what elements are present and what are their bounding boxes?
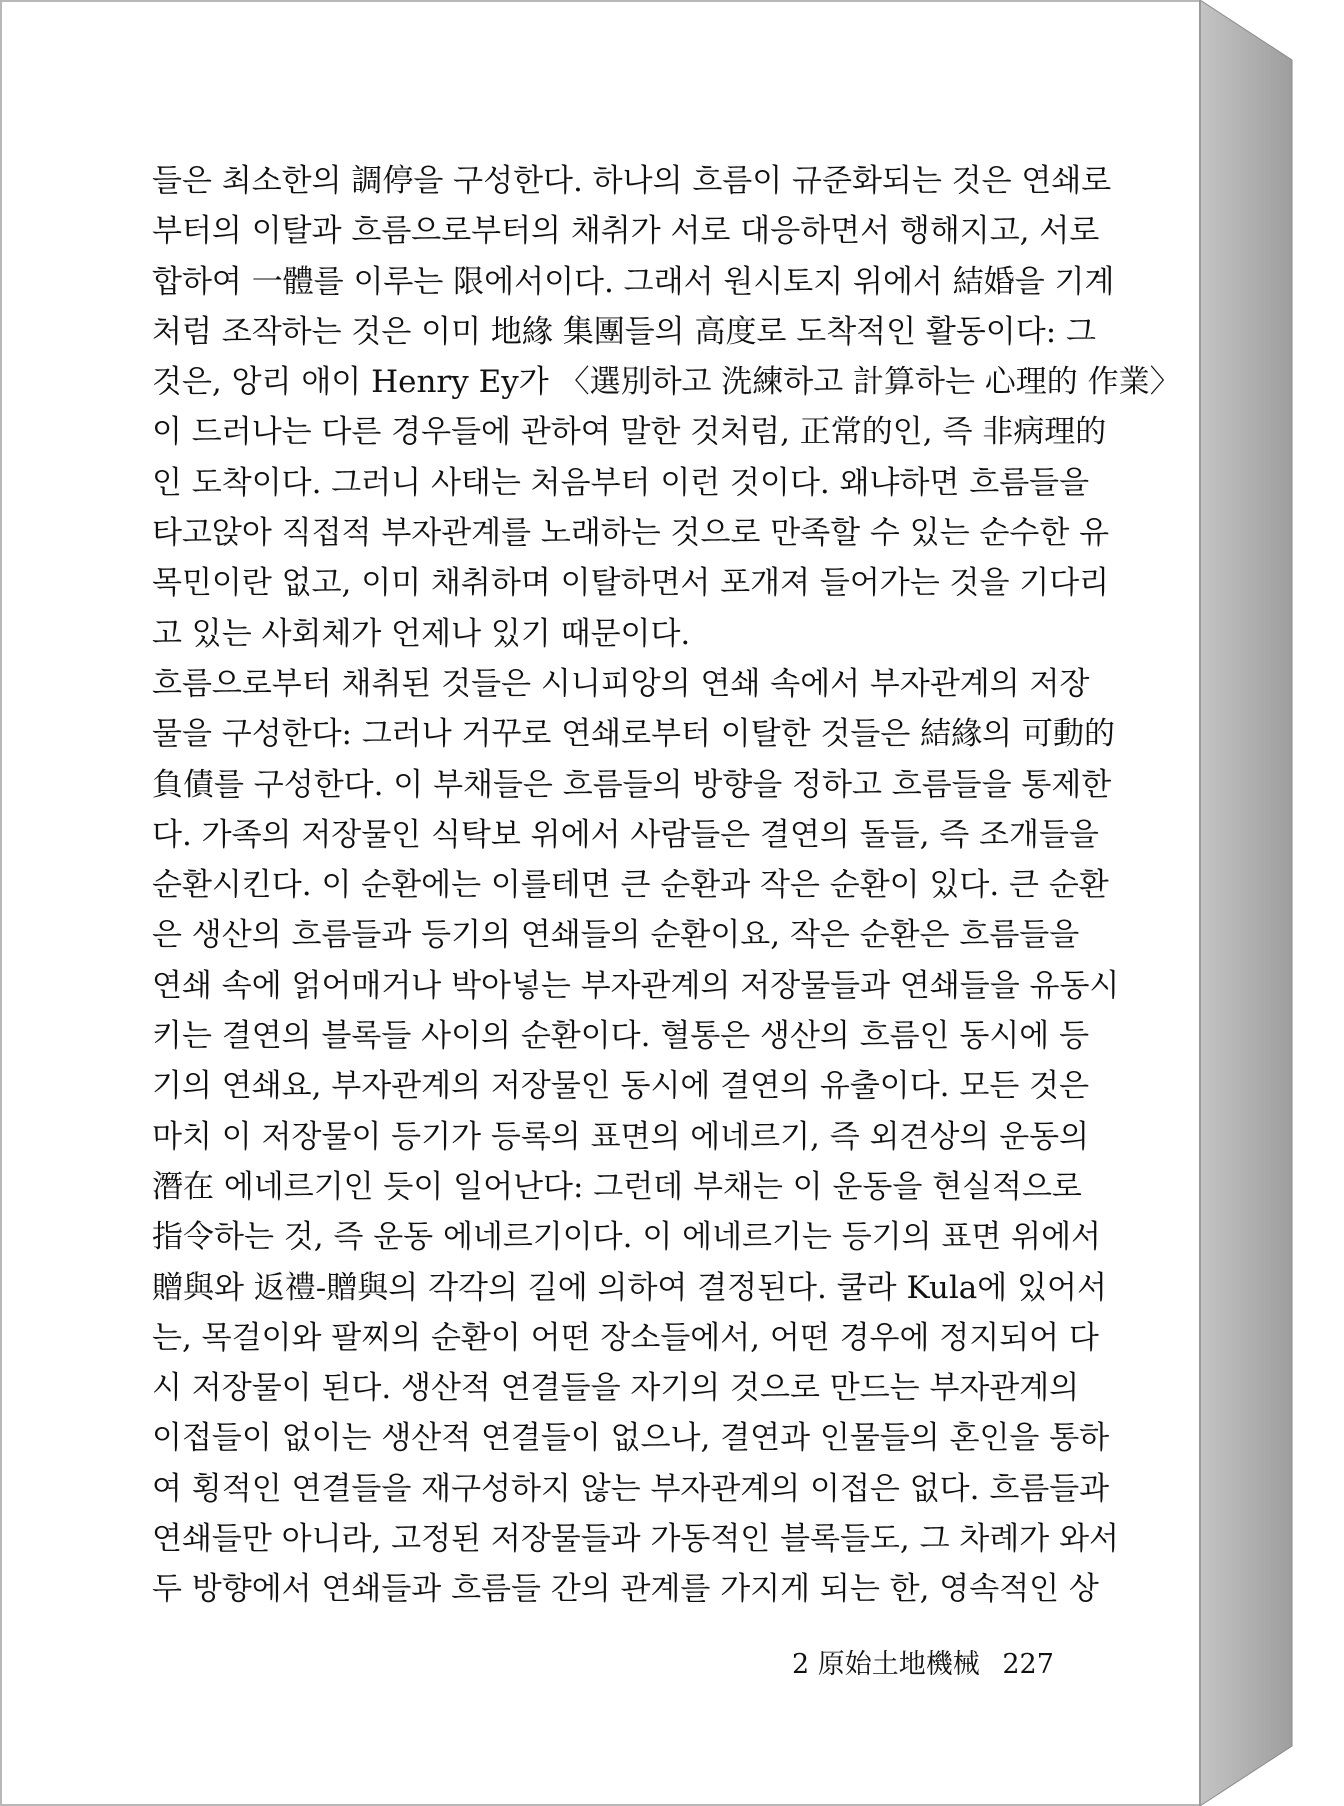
text-line: 指令하는 것, 즉 운동 에네르기이다. 이 에네르기는 등기의 표면 위에서 bbox=[152, 1219, 1101, 1256]
text-line: 는, 목걸이와 팔찌의 순환이 어떤 장소들에서, 어떤 경우에 정지되어 다 bbox=[152, 1319, 1099, 1356]
text-line: 합하여 一體를 이루는 限에서이다. 그래서 원시토지 위에서 結婚을 기계 bbox=[152, 263, 1115, 300]
page-footer bbox=[792, 1642, 1068, 1681]
text-line: 처럼 조작하는 것은 이미 地緣 集團들의 高度로 도착적인 활동이다: 그 bbox=[152, 313, 1096, 350]
text-line: 贈與와 返禮-贈與의 각각의 길에 의하여 결정된다. 쿨라 Kula에 있어서 bbox=[152, 1269, 1107, 1306]
text-line: 것은, 앙리 애이 Henry Ey가 〈選別하고 洗練하고 計算하는 心理的 作業〉 bbox=[152, 364, 1181, 401]
text-line: 마치 이 저장물이 등기가 등록의 표면의 에네르기, 즉 외견상의 운동의 bbox=[152, 1118, 1090, 1155]
text-line: 인 도착이다. 그러니 사태는 처음부터 이런 것이다. 왜냐하면 흐름들을 bbox=[152, 464, 1090, 501]
text-line: 두 방향에서 연쇄들과 흐름들 간의 관계를 가지게 되는 한, 영속적인 상 bbox=[152, 1571, 1099, 1608]
text-line: 목민이란 없고, 이미 채취하며 이탈하면서 포개져 들어가는 것을 기다리 bbox=[152, 565, 1110, 602]
text-line: 들은 최소한의 調停을 구성한다. 하나의 흐름이 규준화되는 것은 연쇄로 bbox=[152, 163, 1112, 199]
running-chapter-title: 2 原始土地機械 bbox=[792, 1649, 980, 1680]
text-line: 이 드러나는 다른 경우들에 관하여 말한 것처럼, 正常的인, 즉 非病理的 bbox=[152, 414, 1107, 451]
text-line: 순환시킨다. 이 순환에는 이를테면 큰 순환과 작은 순환이 있다. 큰 순환 bbox=[152, 867, 1109, 904]
text-line: 시 저장물이 된다. 생산적 연결들을 자기의 것으로 만드는 부자관계의 bbox=[152, 1370, 1080, 1407]
page-number: 227 bbox=[1002, 1649, 1054, 1680]
text-line: 潛在 에네르기인 듯이 일어난다: 그런데 부채는 이 운동을 현실적으로 bbox=[152, 1168, 1082, 1205]
text-line: 은 생산의 흐름들과 등기의 연쇄들의 순환이요, 작은 순환은 흐름들을 bbox=[152, 917, 1080, 954]
text-line: 연쇄 속에 얽어매거나 박아넣는 부자관계의 저장물들과 연쇄들을 유동시 bbox=[152, 967, 1120, 1004]
text-line: 타고앉아 직접적 부자관계를 노래하는 것으로 만족할 수 있는 순수한 유 bbox=[152, 515, 1110, 552]
text-line: 부터의 이탈과 흐름으로부터의 채취가 서로 대응하면서 행해지고, 서로 bbox=[152, 213, 1100, 250]
text-line: 고 있는 사회체가 언제나 있기 때문이다. bbox=[152, 615, 691, 652]
book-edge-shading bbox=[1200, 0, 1292, 1806]
text-line: 흐름으로부터 채취된 것들은 시니피앙의 연쇄 속에서 부자관계의 저장 bbox=[152, 665, 1090, 702]
text-line: 물을 구성한다: 그러나 거꾸로 연쇄로부터 이탈한 것들은 結緣의 可動的 bbox=[152, 716, 1115, 753]
text-line: 負債를 구성한다. 이 부채들은 흐름들의 방향을 정하고 흐름들을 통제한 bbox=[152, 766, 1112, 803]
text-line: 여 횡적인 연결들을 재구성하지 않는 부자관계의 이접은 없다. 흐름들과 bbox=[152, 1470, 1110, 1507]
text-line: 키는 결연의 블록들 사이의 순환이다. 혈통은 생산의 흐름인 동시에 등 bbox=[152, 1018, 1090, 1055]
text-line: 다. 가족의 저장물인 식탁보 위에서 사람들은 결연의 돌들, 즉 조개들을 bbox=[152, 816, 1099, 853]
body-text bbox=[152, 156, 1181, 1615]
text-line: 이접들이 없이는 생산적 연결들이 없으나, 결연과 인물들의 혼인을 통하 bbox=[152, 1420, 1110, 1457]
text-line: 연쇄들만 아니라, 고정된 저장물들과 가동적인 블록들도, 그 차례가 와서 bbox=[152, 1521, 1119, 1558]
text-line: 기의 연쇄요, 부자관계의 저장물인 동시에 결연의 유출이다. 모든 것은 bbox=[152, 1068, 1090, 1105]
